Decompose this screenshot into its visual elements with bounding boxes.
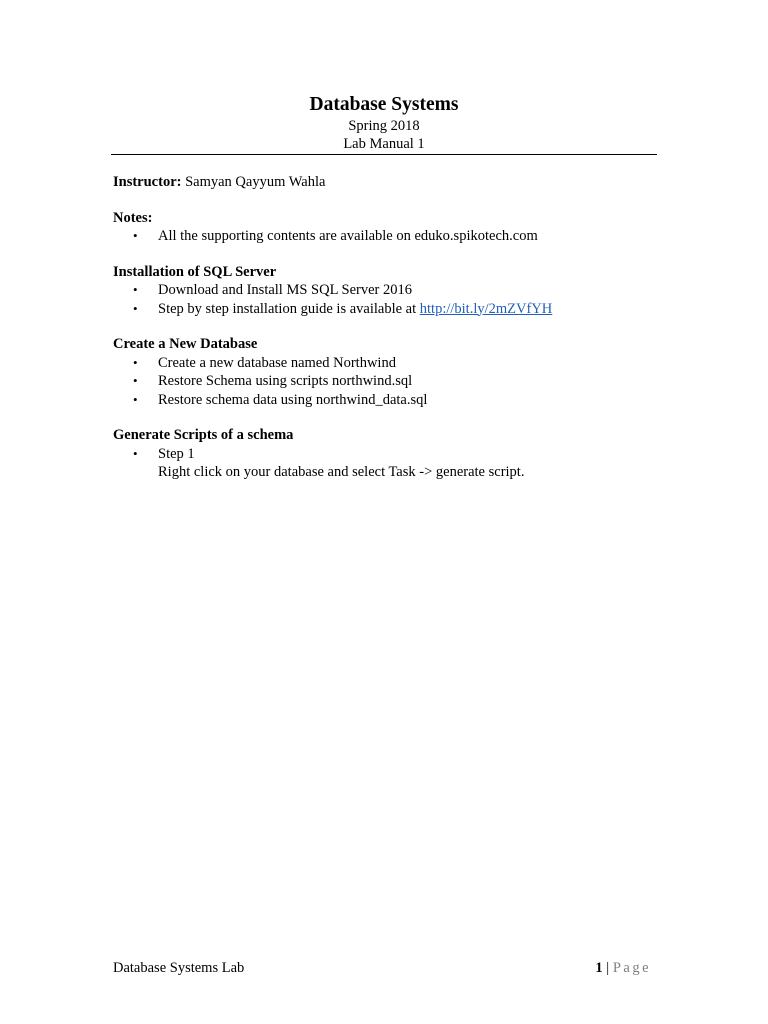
header-divider (111, 154, 657, 155)
document-title: Database Systems (309, 94, 459, 115)
page-separator: | (606, 960, 610, 976)
installation-item-2-text: Step by step installation guide is available at (158, 300, 420, 317)
create-db-heading: Create a New Database (113, 336, 258, 352)
document-manual: Lab Manual 1 (343, 136, 425, 152)
installation-guide-link[interactable]: http://bit.ly/2mZVfYH (419, 300, 553, 317)
create-db-item-1: Create a new database named Northwind (158, 354, 396, 371)
footer-page-indicator (595, 959, 651, 977)
notes-item-1: All the supporting contents are available on eduko.spikotech.com (158, 228, 538, 244)
list-item-continuation (113, 463, 657, 482)
instructor-line (113, 173, 657, 192)
generate-step-detail: Right click on your database and select Task -> generate script. (158, 464, 525, 480)
bullet-icon: • (133, 300, 138, 316)
list-item (113, 391, 657, 410)
list-item (113, 300, 657, 319)
bullet-icon: • (133, 373, 138, 388)
page-word: Page (612, 960, 651, 976)
document-body (113, 173, 657, 482)
generate-heading: Generate Scripts of a schema (113, 427, 294, 443)
generate-step: Step 1 (158, 445, 195, 462)
bullet-icon: • (133, 354, 138, 370)
list-item (113, 372, 657, 391)
document-term: Spring 2018 (348, 118, 420, 134)
installation-heading: Installation of SQL Server (113, 263, 277, 280)
installation-item-1: Download and Install MS SQL Server 2016 (158, 282, 412, 298)
bullet-icon: • (133, 228, 138, 243)
bullet-icon: • (133, 282, 138, 297)
list-item (113, 354, 657, 373)
page-number: 1 (595, 960, 603, 976)
list-item (113, 445, 657, 464)
instructor-name: Samyan Qayyum Wahla (185, 174, 326, 190)
list-item (113, 227, 657, 246)
list-item (113, 281, 657, 300)
bullet-icon: • (133, 391, 138, 407)
create-db-item-2: Restore Schema using scripts northwind.sql (158, 373, 413, 389)
footer-course-name: Database Systems Lab (113, 960, 245, 976)
bullet-icon: • (133, 445, 138, 461)
instructor-label: Instructor: (113, 174, 182, 190)
notes-heading: Notes: (113, 209, 153, 226)
create-db-item-3: Restore schema data using northwind_data.sql (158, 391, 428, 408)
installation-item-2 (158, 300, 552, 319)
